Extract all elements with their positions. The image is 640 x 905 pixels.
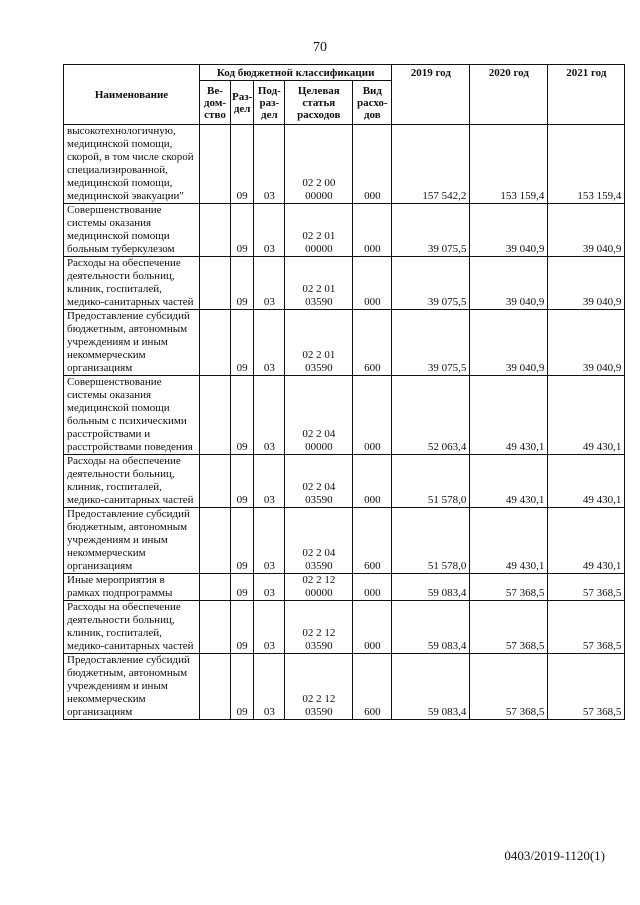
row-podrazdel: 03 bbox=[254, 257, 285, 310]
row-name: Расходы на обеспечение деятельности больниц, клиник, госпиталей, медико-санитарных частей bbox=[64, 455, 200, 508]
row-name: Совершенствование системы оказания медицинской помощи больным с психическими расстройствами и расстройствами поведения bbox=[64, 376, 200, 455]
row-2021: 49 430,1 bbox=[548, 508, 625, 574]
header-code-group: Код бюджетной классификации bbox=[200, 65, 392, 81]
row-ved bbox=[200, 455, 231, 508]
row-podrazdel: 03 bbox=[254, 455, 285, 508]
row-2021: 39 040,9 bbox=[548, 204, 625, 257]
row-2019: 39 075,5 bbox=[392, 310, 470, 376]
row-2019: 51 578,0 bbox=[392, 455, 470, 508]
row-target: 02 2 01 03590 bbox=[285, 310, 353, 376]
row-razdel: 09 bbox=[231, 310, 254, 376]
row-name: Совершенствование системы оказания медицинской помощи больным туберкулезом bbox=[64, 204, 200, 257]
row-podrazdel: 03 bbox=[254, 601, 285, 654]
header-vedomstvo: Ве- дом- ство bbox=[200, 81, 231, 125]
row-2021: 57 368,5 bbox=[548, 574, 625, 601]
row-ved bbox=[200, 257, 231, 310]
table-row bbox=[64, 125, 625, 204]
row-vid: 000 bbox=[353, 574, 392, 601]
row-2020: 39 040,9 bbox=[470, 310, 548, 376]
row-2020: 57 368,5 bbox=[470, 574, 548, 601]
header-podrazdel: Под- раз- дел bbox=[254, 81, 285, 125]
table-row bbox=[64, 310, 625, 376]
row-target: 02 2 12 03590 bbox=[285, 654, 353, 720]
row-2019: 59 083,4 bbox=[392, 654, 470, 720]
row-target: 02 2 04 03590 bbox=[285, 508, 353, 574]
table-body bbox=[64, 125, 625, 720]
row-ved bbox=[200, 204, 231, 257]
row-2021: 153 159,4 bbox=[548, 125, 625, 204]
table-row bbox=[64, 601, 625, 654]
table-row bbox=[64, 257, 625, 310]
row-razdel: 09 bbox=[231, 455, 254, 508]
row-ved bbox=[200, 125, 231, 204]
page-number: 70 bbox=[313, 40, 327, 55]
row-2020: 39 040,9 bbox=[470, 257, 548, 310]
row-podrazdel: 03 bbox=[254, 204, 285, 257]
row-name: Расходы на обеспечение деятельности больниц, клиник, госпиталей, медико-санитарных частей bbox=[64, 601, 200, 654]
table-row bbox=[64, 574, 625, 601]
document-code: 0403/2019-1120(1) bbox=[504, 848, 605, 863]
row-vid: 000 bbox=[353, 455, 392, 508]
header-name: Наименование bbox=[64, 65, 200, 125]
row-name: Расходы на обеспечение деятельности больниц, клиник, госпиталей, медико-санитарных частей bbox=[64, 257, 200, 310]
table-row bbox=[64, 376, 625, 455]
row-razdel: 09 bbox=[231, 654, 254, 720]
row-razdel: 09 bbox=[231, 257, 254, 310]
row-podrazdel: 03 bbox=[254, 654, 285, 720]
row-razdel: 09 bbox=[231, 601, 254, 654]
header-razdel: Раз- дел bbox=[231, 81, 254, 125]
row-2020: 39 040,9 bbox=[470, 204, 548, 257]
row-podrazdel: 03 bbox=[254, 376, 285, 455]
row-target: 02 2 01 00000 bbox=[285, 204, 353, 257]
row-target: 02 2 04 03590 bbox=[285, 455, 353, 508]
row-vid: 000 bbox=[353, 376, 392, 455]
row-2021: 39 040,9 bbox=[548, 310, 625, 376]
row-razdel: 09 bbox=[231, 376, 254, 455]
row-2019: 59 083,4 bbox=[392, 574, 470, 601]
row-podrazdel: 03 bbox=[254, 310, 285, 376]
row-target: 02 2 00 00000 bbox=[285, 125, 353, 204]
row-2019: 59 083,4 bbox=[392, 601, 470, 654]
row-podrazdel: 03 bbox=[254, 125, 285, 204]
row-ved bbox=[200, 601, 231, 654]
row-name: Иные мероприятия в рамках подпрограммы bbox=[64, 574, 200, 601]
row-name: Предоставление субсидий бюджетным, автономным учреждениям и иным некоммерческим организациям bbox=[64, 654, 200, 720]
header-vid: Вид расхо- дов bbox=[353, 81, 392, 125]
header-2021: 2021 год bbox=[548, 65, 625, 125]
row-name: Предоставление субсидий бюджетным, автономным учреждениям и иным некоммерческим организациям bbox=[64, 310, 200, 376]
header-2020: 2020 год bbox=[470, 65, 548, 125]
row-2021: 57 368,5 bbox=[548, 654, 625, 720]
table-row bbox=[64, 455, 625, 508]
row-ved bbox=[200, 574, 231, 601]
row-2019: 52 063,4 bbox=[392, 376, 470, 455]
row-2021: 39 040,9 bbox=[548, 257, 625, 310]
row-2019: 51 578,0 bbox=[392, 508, 470, 574]
row-2021: 49 430,1 bbox=[548, 455, 625, 508]
header-target: Целевая статья расходов bbox=[285, 81, 353, 125]
row-vid: 600 bbox=[353, 310, 392, 376]
row-vid: 600 bbox=[353, 508, 392, 574]
row-2021: 57 368,5 bbox=[548, 601, 625, 654]
row-ved bbox=[200, 508, 231, 574]
row-razdel: 09 bbox=[231, 508, 254, 574]
table-row bbox=[64, 204, 625, 257]
row-2020: 49 430,1 bbox=[470, 455, 548, 508]
table-row bbox=[64, 508, 625, 574]
row-2019: 39 075,5 bbox=[392, 204, 470, 257]
budget-table bbox=[63, 64, 625, 720]
row-2019: 39 075,5 bbox=[392, 257, 470, 310]
row-2020: 57 368,5 bbox=[470, 654, 548, 720]
row-name: высокотехнологичную, медицинской помощи, скорой, в том числе скорой специализированной, медицинской помощи, медицинской эвакуации" bbox=[64, 125, 200, 204]
row-podrazdel: 03 bbox=[254, 508, 285, 574]
row-2019: 157 542,2 bbox=[392, 125, 470, 204]
row-razdel: 09 bbox=[231, 574, 254, 601]
table-row bbox=[64, 654, 625, 720]
row-2020: 153 159,4 bbox=[470, 125, 548, 204]
row-2020: 49 430,1 bbox=[470, 508, 548, 574]
row-ved bbox=[200, 376, 231, 455]
row-vid: 000 bbox=[353, 257, 392, 310]
row-razdel: 09 bbox=[231, 204, 254, 257]
row-2020: 57 368,5 bbox=[470, 601, 548, 654]
row-target: 02 2 04 00000 bbox=[285, 376, 353, 455]
row-vid: 000 bbox=[353, 204, 392, 257]
row-target: 02 2 01 03590 bbox=[285, 257, 353, 310]
row-target: 02 2 12 03590 bbox=[285, 601, 353, 654]
row-2020: 49 430,1 bbox=[470, 376, 548, 455]
row-name: Предоставление субсидий бюджетным, автономным учреждениям и иным некоммерческим организациям bbox=[64, 508, 200, 574]
row-target: 02 2 12 00000 bbox=[285, 574, 353, 601]
row-razdel: 09 bbox=[231, 125, 254, 204]
row-vid: 600 bbox=[353, 654, 392, 720]
row-vid: 000 bbox=[353, 601, 392, 654]
header-2019: 2019 год bbox=[392, 65, 470, 125]
row-vid: 000 bbox=[353, 125, 392, 204]
row-ved bbox=[200, 654, 231, 720]
row-podrazdel: 03 bbox=[254, 574, 285, 601]
row-2021: 49 430,1 bbox=[548, 376, 625, 455]
row-ved bbox=[200, 310, 231, 376]
